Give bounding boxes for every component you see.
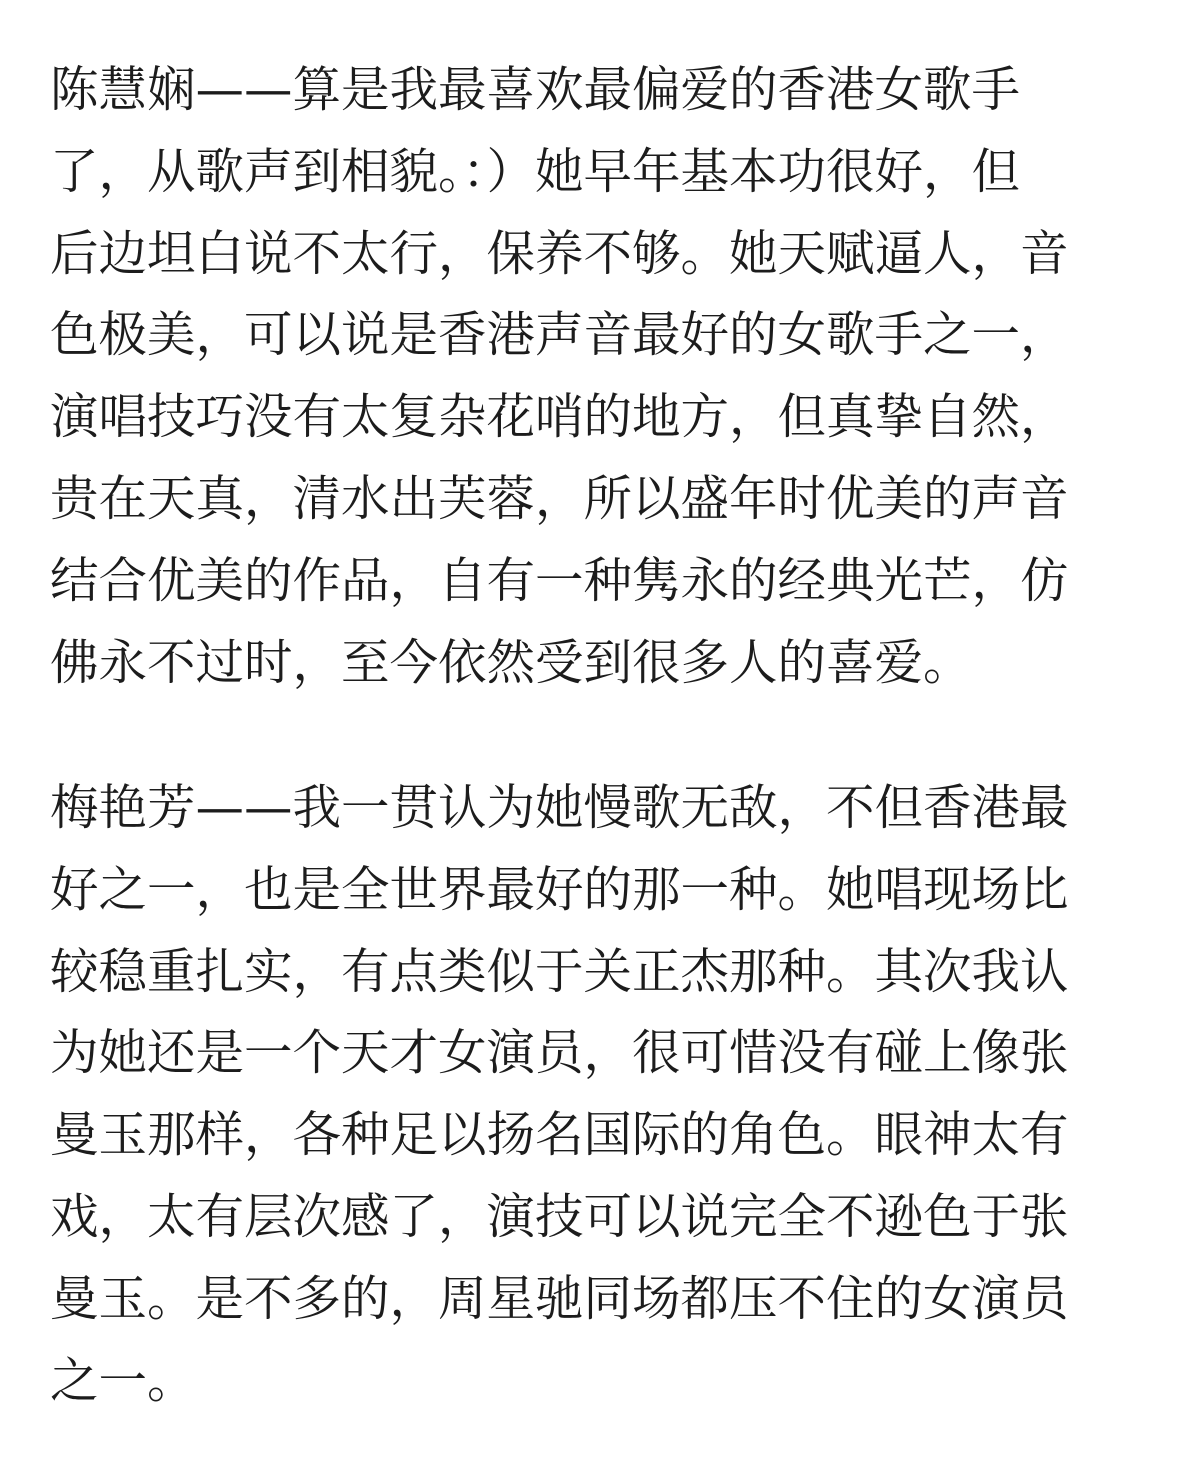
paragraph-mei-yanfang	[50, 768, 1130, 1422]
text-line: 为她还是一个天才女演员，很可惜没有碰上像张	[50, 1025, 1069, 1082]
text-line: 戏，太有层次感了，演技可以说完全不逊色于张	[50, 1188, 1069, 1245]
text-line: 后边坦白说不太行，保养不够。她天赋逼人，音	[50, 225, 1069, 282]
text-line: 之一。	[50, 1352, 196, 1409]
text-line: 色极美，可以说是香港声音最好的女歌手之一，	[50, 307, 1069, 364]
text-line: 曼玉。是不多的，周星驰同场都压不住的女演员	[50, 1270, 1069, 1327]
text-line: 好之一，也是全世界最好的那一种。她唱现场比	[50, 861, 1069, 918]
text-line: 结合优美的作品，自有一种隽永的经典光芒，仿	[50, 552, 1069, 609]
text-line: 佛永不过时，至今依然受到很多人的喜爱。	[50, 634, 972, 691]
text-line: 较稳重扎实，有点类似于关正杰那种。其次我认	[50, 943, 1069, 1000]
text-line: 陈慧娴——算是我最喜欢最偏爱的香港女歌手	[50, 62, 1021, 118]
text-line: 演唱技巧没有太复杂花哨的地方，但真挚自然，	[50, 389, 1069, 446]
text-line: 梅艳芳——我一贯认为她慢歌无敌，不但香港最	[50, 780, 1069, 836]
text-line: 贵在天真，清水出芙蓉，所以盛年时优美的声音	[50, 470, 1069, 527]
text-line: 了，从歌声到相貌。：）她早年基本功很好，但	[50, 143, 1021, 200]
text-line: 曼玉那样，各种足以扬名国际的角色。眼神太有	[50, 1107, 1069, 1164]
paragraph-chen-huixian	[50, 50, 1130, 704]
